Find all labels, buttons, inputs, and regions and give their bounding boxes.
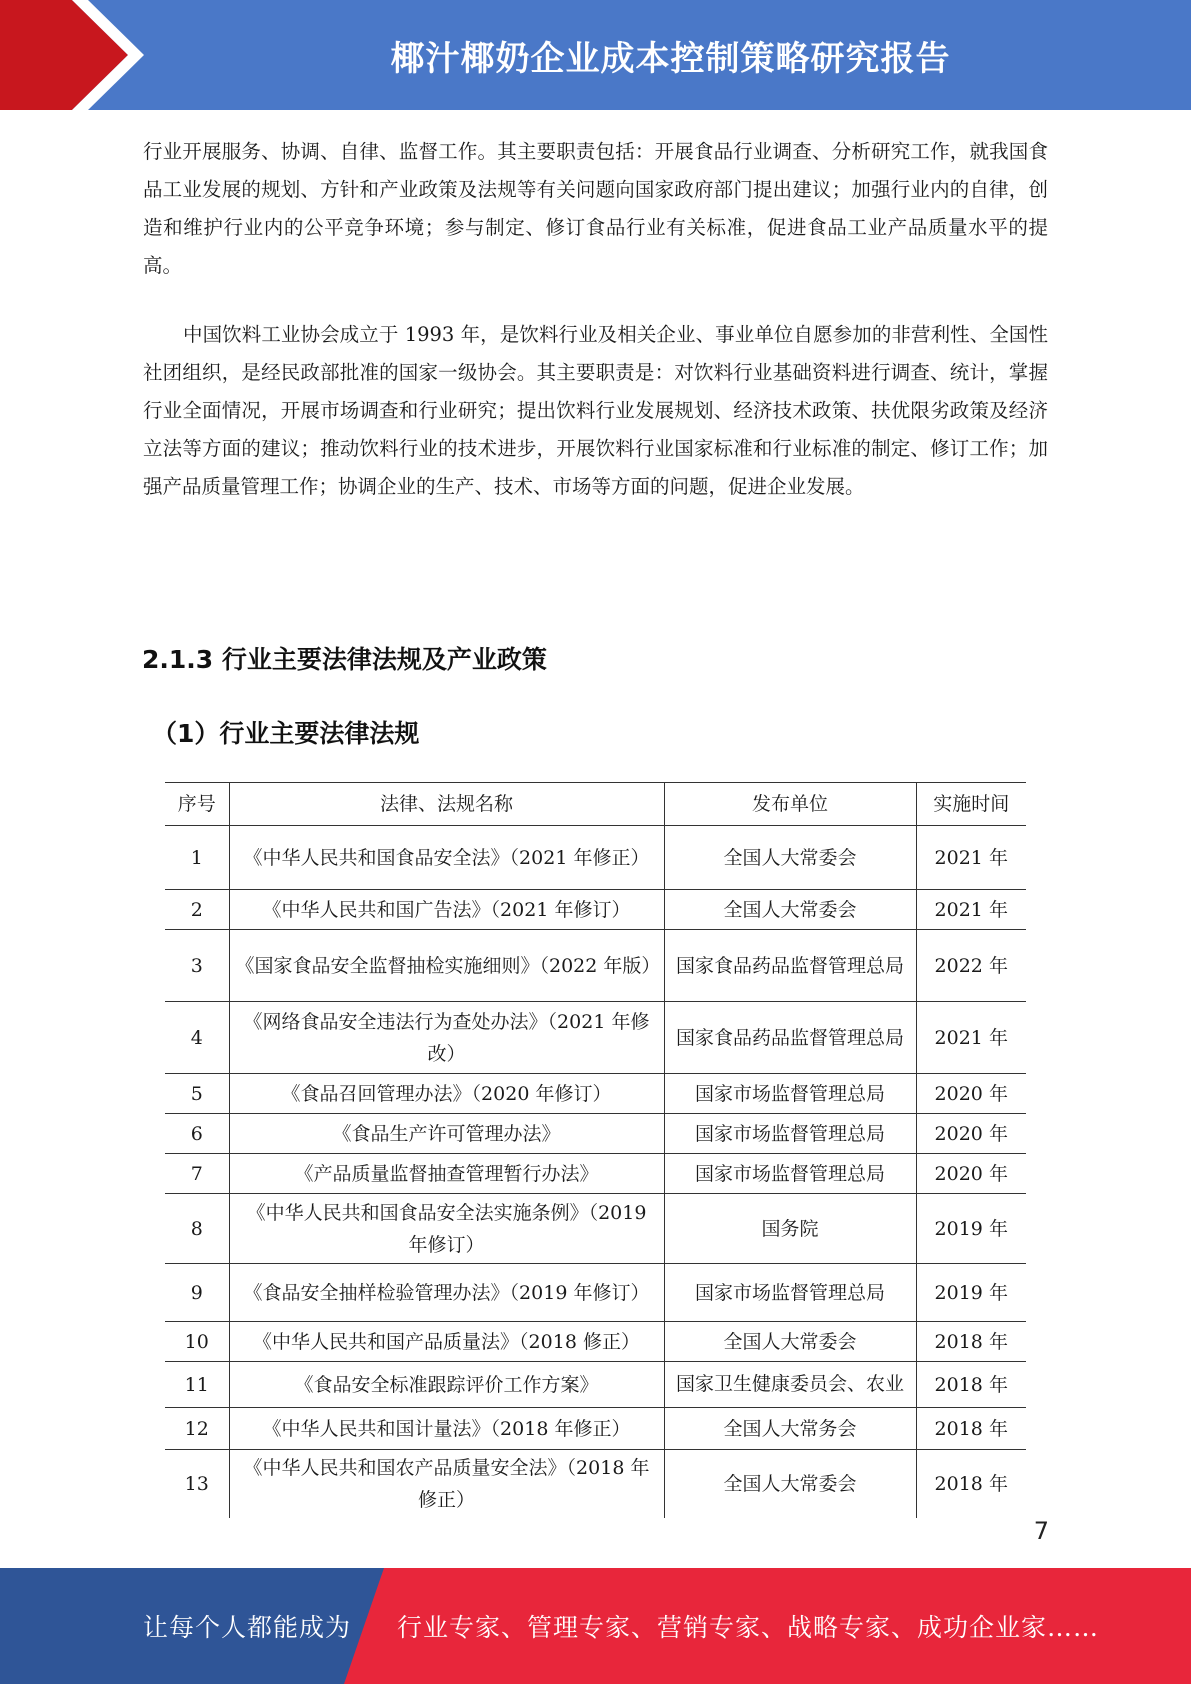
row-law-name: 《中华人民共和国农产品质量安全法》（2018 年修正） — [229, 1450, 664, 1519]
header-chevron-icon — [0, 0, 150, 110]
header-cell-issuer: 发布单位 — [664, 783, 916, 826]
row-date: 2020 年 — [916, 1074, 1026, 1114]
row-issuer: 全国人大常委会 — [664, 826, 916, 890]
row-date: 2020 年 — [916, 1154, 1026, 1194]
body-paragraph-2: 中国饮料工业协会成立于 1993 年，是饮料行业及相关企业、事业单位自愿参加的非营利性、全国性社团组织，是经民政部批准的国家一级协会。其主要职责是：对饮料行业基础资料进行调查、统计，掌握行业全面情况，开展市场调查和行业研究；提出饮料行业发展规划、经济技术政策、扶优限劣政策及经济立法等方面的建议；推动饮料行业的技术进步，开展饮料行业国家标准和行业标准的制定、修订工作；加强产品质量管理工作；协调企业的生产、技术、市场等方面的问题，促进企业发展。 — [143, 323, 1048, 498]
table-row — [165, 1362, 1026, 1408]
row-law-name: 《网络食品安全违法行为查处办法》（2021 年修改） — [229, 1002, 664, 1074]
row-issuer: 国家卫生健康委员会、农业 — [675, 1372, 904, 1395]
table-row — [165, 930, 1026, 1002]
row-index: 1 — [165, 826, 229, 890]
row-index: 2 — [165, 890, 229, 930]
row-index: 6 — [165, 1114, 229, 1154]
table-row — [165, 826, 1026, 890]
section-heading: 2.1.3 行业主要法律法规及产业政策 — [142, 645, 547, 674]
row-date: 2021 年 — [916, 826, 1026, 890]
table-row — [165, 1194, 1026, 1264]
table-row — [165, 1408, 1026, 1450]
footer-slogan-left: 让每个人都能成为 — [143, 1613, 352, 1642]
footer-banner — [0, 1568, 1191, 1684]
row-law-name: 《国家食品安全监督抽检实施细则》（2022 年版） — [229, 930, 664, 1002]
row-date: 2019 年 — [916, 1264, 1026, 1322]
row-law-name: 《食品安全标准跟踪评价工作方案》 — [229, 1362, 664, 1408]
report-header — [0, 0, 1191, 110]
header-cell-law-name: 法律、法规名称 — [229, 783, 664, 826]
row-date: 2022 年 — [916, 930, 1026, 1002]
row-law-name: 《产品质量监督抽查管理暂行办法》 — [229, 1154, 664, 1194]
row-date: 2020 年 — [916, 1114, 1026, 1154]
header-cell-date: 实施时间 — [916, 783, 1026, 826]
row-index: 11 — [165, 1362, 229, 1408]
row-index: 10 — [165, 1322, 229, 1362]
row-issuer: 国家食品药品监督管理总局 — [664, 930, 916, 1002]
row-issuer: 全国人大常委会 — [664, 1450, 916, 1519]
row-date: 2018 年 — [916, 1322, 1026, 1362]
table-row — [165, 1114, 1026, 1154]
row-law-name: 《中华人民共和国产品质量法》（2018 修正） — [229, 1322, 664, 1362]
row-law-name: 《食品安全抽样检验管理办法》（2019 年修订） — [229, 1264, 664, 1322]
row-issuer: 国务院 — [664, 1194, 916, 1264]
row-law-name: 《中华人民共和国广告法》（2021 年修订） — [229, 890, 664, 930]
row-issuer: 国家市场监督管理总局 — [664, 1114, 916, 1154]
body-paragraph-1: 行业开展服务、协调、自律、监督工作。其主要职责包括：开展食品行业调查、分析研究工作，就我国食品工业发展的规划、方针和产业政策及法规等有关问题向国家政府部门提出建议；加强行业内的自律，创造和维护行业内的公平竞争环境；参与制定、修订食品行业有关标准，促进食品工业产品质量水平的提高。 — [143, 140, 1048, 277]
row-issuer: 全国人大常委会 — [664, 890, 916, 930]
row-index: 9 — [165, 1264, 229, 1322]
report-title: 椰汁椰奶企业成本控制策略研究报告 — [390, 38, 951, 79]
row-issuer: 国家市场监督管理总局 — [664, 1074, 916, 1114]
row-index: 5 — [165, 1074, 229, 1114]
row-law-name: 《中华人民共和国计量法》（2018 年修正） — [229, 1408, 664, 1450]
row-index: 7 — [165, 1154, 229, 1194]
row-date: 2018 年 — [916, 1450, 1026, 1519]
table-row — [165, 1002, 1026, 1074]
table-row — [165, 1264, 1026, 1322]
subsection-heading: （1）行业主要法律法规 — [152, 719, 420, 748]
table-row — [165, 1450, 1026, 1519]
row-index: 3 — [165, 930, 229, 1002]
row-issuer: 全国人大常务会 — [664, 1408, 916, 1450]
row-index: 4 — [165, 1002, 229, 1074]
row-date: 2019 年 — [916, 1194, 1026, 1264]
row-law-name: 《中华人民共和国食品安全法》（2021 年修正） — [229, 826, 664, 890]
table-row — [165, 890, 1026, 930]
row-date: 2021 年 — [916, 1002, 1026, 1074]
footer-slogan-right: 行业专家、管理专家、营销专家、战略专家、成功企业家…… — [397, 1613, 1100, 1642]
table-row — [165, 1322, 1026, 1362]
row-law-name: 《食品召回管理办法》（2020 年修订） — [229, 1074, 664, 1114]
row-issuer: 国家市场监督管理总局 — [664, 1154, 916, 1194]
row-issuer: 国家市场监督管理总局 — [664, 1264, 916, 1322]
row-issuer: 国家食品药品监督管理总局 — [664, 1002, 916, 1074]
row-law-name: 《中华人民共和国食品安全法实施条例》（2019 年修订） — [229, 1194, 664, 1264]
row-index: 8 — [165, 1194, 229, 1264]
row-issuer-cell — [664, 1362, 916, 1408]
table-header-row — [165, 783, 1026, 826]
page-number: 7 — [1033, 1517, 1049, 1545]
laws-table — [165, 782, 1026, 1518]
row-index: 13 — [165, 1450, 229, 1519]
row-date: 2021 年 — [916, 890, 1026, 930]
row-date: 2018 年 — [916, 1362, 1026, 1408]
row-date: 2018 年 — [916, 1408, 1026, 1450]
table-row — [165, 1154, 1026, 1194]
table-row — [165, 1074, 1026, 1114]
row-law-name: 《食品生产许可管理办法》 — [229, 1114, 664, 1154]
header-cell-index: 序号 — [165, 783, 229, 826]
row-index: 12 — [165, 1408, 229, 1450]
row-issuer: 全国人大常委会 — [664, 1322, 916, 1362]
